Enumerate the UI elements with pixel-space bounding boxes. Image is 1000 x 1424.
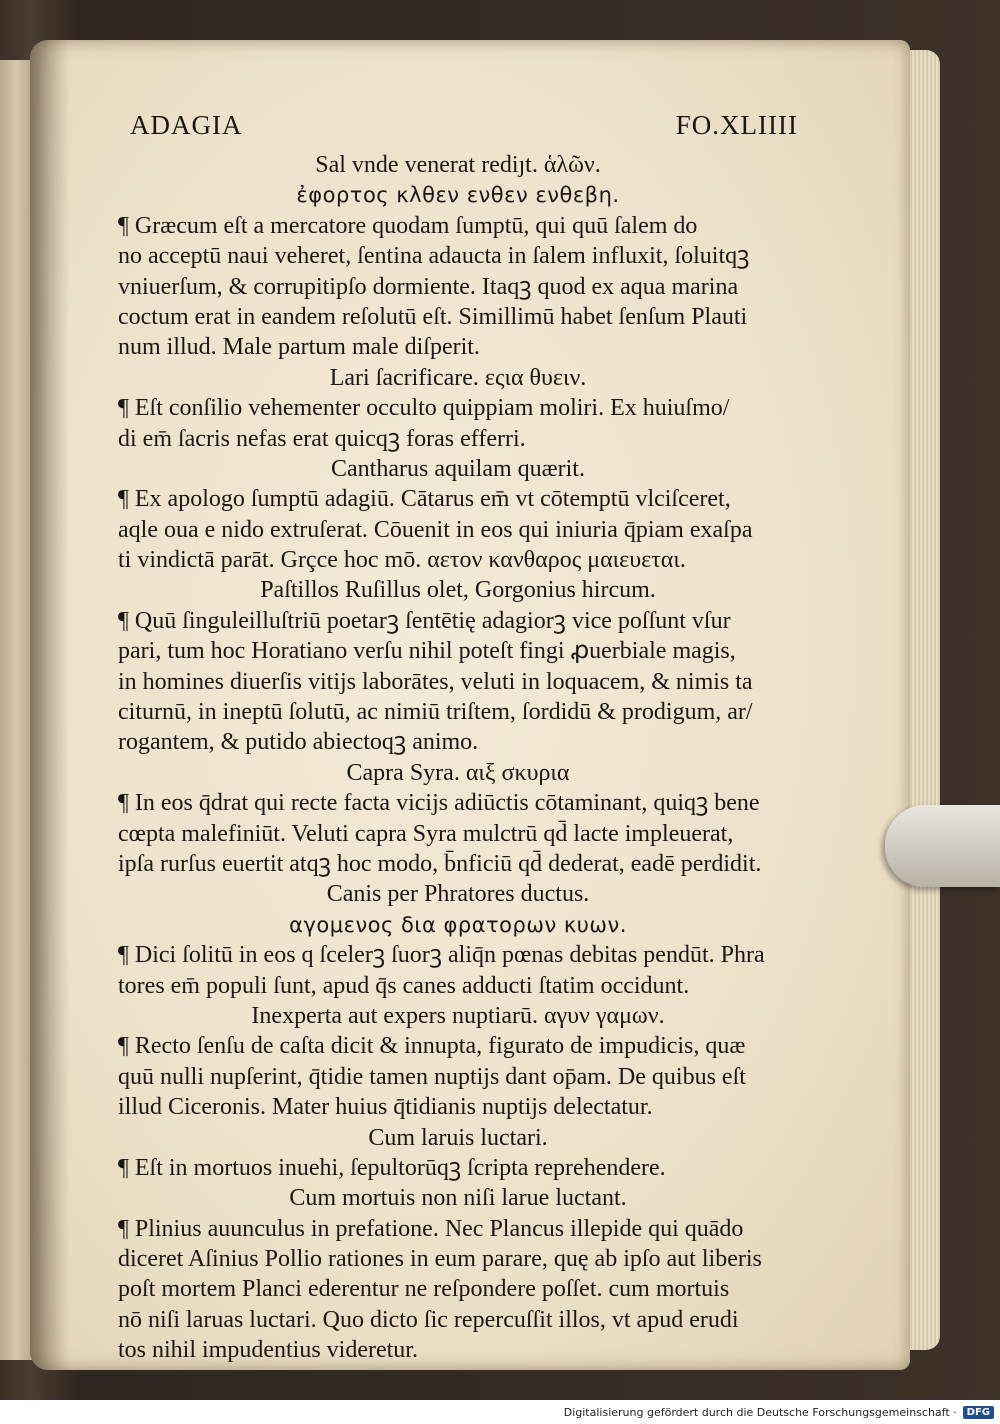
text-line: num illud. Male partum male diſperit. — [118, 334, 480, 361]
adage-heading: Inexperta aut expers nuptiarū. αγυν γαμων. — [251, 1002, 665, 1029]
text-line: ¶ Eſt in mortuos inuehi, ſepultorūqꝫ ſcripta reprehendere. — [118, 1154, 666, 1181]
digitization-footer — [0, 1400, 1000, 1424]
text-line: quū nulli nupſerint, q̄tidie tamen nuptijs dant op̄am. De quibus eſt — [118, 1063, 746, 1090]
text-line: ¶ Ex apologo ſumptū adagiū. Cātarus em̄ vt cōtemptū vlciſceret, — [118, 486, 731, 513]
text-line: ¶ Recto ſenſu de caſta dicit & innupta, figurato de impudicis, quæ — [118, 1033, 746, 1060]
text-line: in homines diuerſis vitijs laborātes, veluti in loquacem, & nimis ta — [118, 668, 753, 695]
adage-heading: Canis per Phratores ductus. — [326, 881, 590, 908]
text-line: ¶ Quū ſinguleilluſtriū poetarꝫ ſentētię adagiorꝫ vice poſſunt vſur — [118, 607, 731, 634]
text-line: ¶ Plinius auunculus in prefatione. Nec Plancus illepide qui quādo — [118, 1215, 744, 1242]
running-title: ADAGIA — [130, 110, 243, 140]
text-line: coctum erat in eandem reſolutū eſt. Simillimū habet ſenſum Plauti — [118, 303, 748, 330]
text-line: no acceptū naui veheret, ſentina adaucta in ſalem influxit, ſoluitqꝫ — [118, 243, 750, 270]
adage-heading: αγομενος δια φρατορων κυων. — [289, 912, 627, 937]
adage-heading: Sal vnde venerat rediȷt. ἁλῶν. — [315, 152, 601, 178]
text-line: poſt mortem Planci ederentur ne reſpondere poſſet. cum mortuis — [118, 1276, 730, 1303]
text-line: di em̄ ſacris nefas erat quicqꝫ foras efferri. — [118, 425, 526, 452]
adage-heading: ἐφορτος κλθεν ενθεν ενθεβη. — [296, 183, 620, 208]
text-line: ipſa rurſus euertit atqꝫ hoc modo, b̄nficiū qd̄ dederat, eadē perdidit. — [118, 850, 762, 877]
text-line: nō niſi laruas luctari. Quo dicto ſic repercuſſit illos, vt apud erudi — [118, 1306, 739, 1333]
page-clip — [885, 805, 1000, 887]
text-line: ¶ Eſt conſilio vehementer occulto quippiam moliri. Ex huiuſmo/ — [118, 395, 730, 422]
text-line: ¶ Dici ſolitū in eos q ſcelerꝫ ſuorꝫ aliq̄n pœnas debitas pendūt. Phra — [118, 942, 765, 969]
text-line: citurnū, in ineptū ſolutū, ac nimiū triſtem, ſordidū & prodigum, ar/ — [118, 699, 753, 726]
text-line: tores em̄ populi ſunt, apud q̄s canes adducti ſtatim occidunt. — [118, 972, 690, 999]
text-lines — [118, 150, 798, 1366]
dfg-logo-icon: DFG — [963, 1406, 994, 1419]
adage-heading: Cum laruis luctari. — [368, 1124, 548, 1151]
adage-heading: Paſtillos Ruſillus olet, Gorgonius hircum. — [260, 577, 656, 604]
adage-heading: Cum mortuis non niſi larue luctant. — [289, 1185, 627, 1212]
text-line: tos nihil impudentius videretur. — [118, 1337, 418, 1364]
text-line: cœpta malefiniūt. Veluti capra Syra mulctrū qd̄ lacte impleuerat, — [118, 820, 734, 847]
text-line: ¶ Græcum eſt a mercatore quodam ſumptū, qui quū ſalem do — [118, 212, 698, 239]
adage-heading: Lari ſacrificare. εςια θυειν. — [329, 364, 587, 391]
folio-number: FO.XLIIII — [675, 110, 798, 140]
running-header — [130, 110, 798, 150]
text-line: ti vindictā parāt. Grçce hoc mō. αετον κανθαρος μαιευεται. — [118, 547, 686, 574]
text-line: diceret Aſinius Pollio rationes in eum parare, quę ab ipſo aut liberis — [118, 1246, 762, 1273]
text-line: aqle oua e nido extruſerat. Cōuenit in eos qui iniuria q̄piam exaſpa — [118, 516, 753, 543]
text-line: vniuerſum, & corrupitipſo dormiente. Itaqꝫ quod ex aqua marina — [118, 273, 739, 300]
footer-credit: Digitalisierung gefördert durch die Deutsche Forschungsgemeinschaft · — [563, 1405, 957, 1419]
text-line: rogantem, & putido abiectoqꝫ animo. — [118, 729, 479, 756]
adage-heading: Capra Syra. αιξ σκυρια — [346, 759, 570, 786]
text-line: ¶ In eos q̄drat qui recte facta vicijs adiūctis cōtaminant, quiqꝫ bene — [118, 790, 760, 817]
page-text — [118, 110, 798, 1366]
gutter-shadow — [30, 40, 70, 1370]
text-line: illud Ciceronis. Mater huius q̄tidianis nuptijs delectatur. — [118, 1094, 653, 1121]
text-line: pari, tum hoc Horatiano verſu nihil poteſt fingi ꝓuerbiale magis, — [118, 638, 736, 665]
adage-heading: Cantharus aquilam quærit. — [331, 455, 585, 482]
